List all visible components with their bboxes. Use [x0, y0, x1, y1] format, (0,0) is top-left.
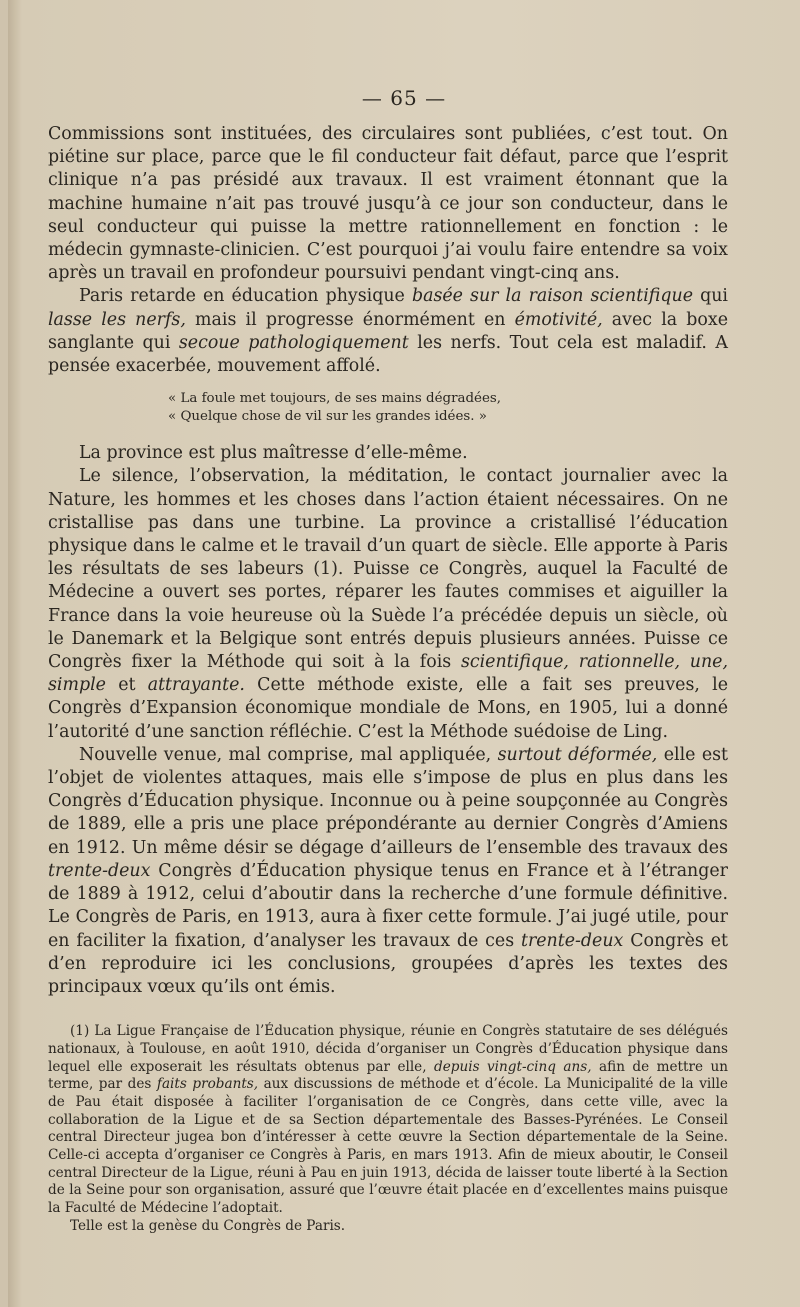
footnote-last-line: Telle est la genèse du Congrès de Paris.: [70, 1217, 346, 1234]
text-run: (1) La Ligue Française de l’Éducation physique, réunie en Congrès statutaire de ses délégués nationaux, à Toulouse, en août 1910, décida d’organiser un Congrès d’Éducation physique dans lequel elle exposerait les résultats obtenus par elle,: [48, 1023, 728, 1075]
text-run: aux discussions de méthode et d’école. La Municipalité de la ville de Pau était disposée à faciliter l’organisation de ce Congrès, dans cette ville, avec la collaboration de la Ligue et de sa Section départementale des Basses-Pyrénées. Le Conseil central Directeur jugea bon d’intéresser à cette œuvre la Section départementale de la Seine. Celle-ci accepta d’organiser ce Congrès à Paris, en mars 1913. Afin de mieux aboutir, le Conseil central Directeur de la Ligue, réuni à Pau en juin 1913, décida de laisser toute liberté à la Section de la Seine pour son organisation, assuré que l’œuvre était placée en d’excellentes mains puisque la Faculté de Médecine l’adoptait.: [48, 1076, 728, 1217]
footnote-paragraph: [48, 1023, 728, 1218]
text-run: Le silence, l’observation, la méditation, le contact journalier avec la Nature, les hommes et les choses dans l’action étaient nécessaires. On ne cristallise pas dans une turbine. La province a cristallisé l’éducation physique dans le calme et le travail d’un quart de siècle. Elle apporte à Paris les résultats de ses labeurs (1). Puisse ce Congrès, auquel la Faculté de Médecine a ouvert ses portes, réparer les fautes commises et aiguiller la France dans la voie heureuse où la Suède l’a précédée depuis un siècle, où le Danemark et la Belgique sont entrés depuis plusieurs années. Puisse ce Congrès fixer la Méthode qui soit à la fois: [48, 466, 728, 673]
text-run: et: [105, 675, 148, 696]
footnote: [48, 1023, 728, 1235]
text-run: mais il progresse énormément en: [185, 309, 515, 330]
verse-quote: [168, 390, 728, 426]
paragraph-1: Commissions sont instituées, des circulaires sont publiées, c’est tout. On piétine sur place, parce que le fil conducteur fait défaut, parce que l’esprit clinique n’a pas présidé aux travaux. Il est vraiment étonnant que la machine humaine n’ait pas trouvé jusqu’à ce jour son conducteur, dans le seul conducteur qui puisse la mettre rationnellement en fonction : le médecin gymnaste-clinicien. C’est pourquoi j’ai voulu faire entendre sa voix après un travail en profondeur poursuivi pendant vingt-cinq ans.: [48, 124, 728, 284]
italic-run: basée sur la raison scientifique: [411, 286, 693, 307]
italic-run: attrayante.: [147, 675, 245, 696]
text-run: Congrès d’Éducation physique tenus en France et à l’étranger de 1889 à 1912, celui d’aboutir dans la recherche d’une formule définitive. Le Congrès de Paris, en 1913, aura à fixer cette formule. J’ai jugé utile, pour en faciliter la fixation, d’analyser les travaux de ces: [48, 860, 728, 951]
italic-run: trente-deux: [48, 860, 151, 881]
italic-run: scientifique, rationnelle, une, simple: [48, 652, 728, 696]
text-run: avec la boxe sanglante qui: [48, 309, 728, 353]
italic-run: depuis vingt-cinq ans,: [434, 1058, 592, 1075]
paragraph-4: [48, 465, 728, 743]
paragraph-5: [48, 744, 728, 999]
italic-run: trente-deux: [520, 930, 624, 951]
italic-run: lasse les nerfs,: [48, 309, 186, 330]
italic-run: émotivité,: [514, 309, 603, 330]
text-run: les nerfs. Tout cela est maladif. A pensée exacerbée, mouvement affolé.: [48, 332, 728, 377]
text-run: Congrès et d’en reproduire ici les conclusions, groupées d’après les textes des principaux vœux qu’ils ont émis.: [48, 930, 728, 997]
quote-line: « Quelque chose de vil sur les grandes idées. »: [168, 409, 487, 425]
text-run: Cette méthode existe, elle a fait ses preuves, le Congrès d’Expansion économique mondiale de Mons, en 1905, lui a donné l’autorité d’une sanction réfléchie. C’est la Méthode suédoise de Ling.: [48, 675, 728, 742]
page-number: — 65 —: [361, 86, 447, 110]
paragraph-2: [48, 285, 728, 378]
italic-run: surtout déformée,: [497, 744, 658, 765]
text-run: elle est l’objet de violentes attaques, mais elle s’impose de plus en plus dans les Congrès d’Éducation physique. Inconnue ou à peine soupçonnée au Congrès de 1889, elle a pris une place prépondérante au dernier Congrès d’Amiens en 1912. Un même désir se dégage d’ailleurs de l’ensemble des travaux des: [48, 744, 729, 858]
paragraph-3: La province est plus maîtresse d’elle-même.: [79, 443, 468, 464]
italic-run: secoue pathologiquement: [178, 332, 409, 353]
main-text: [48, 123, 728, 1236]
quote-line: « La foule met toujours, de ses mains dégradées,: [168, 391, 502, 407]
book-page: [8, 0, 800, 1307]
text-run: afin de mettre un terme, par des: [48, 1058, 728, 1093]
text-run: qui: [693, 286, 728, 307]
text-run: Nouvelle venue, mal comprise, mal appliquée,: [79, 744, 498, 765]
italic-run: faits probants,: [156, 1076, 259, 1093]
text-run: Paris retarde en éducation physique: [79, 286, 412, 307]
